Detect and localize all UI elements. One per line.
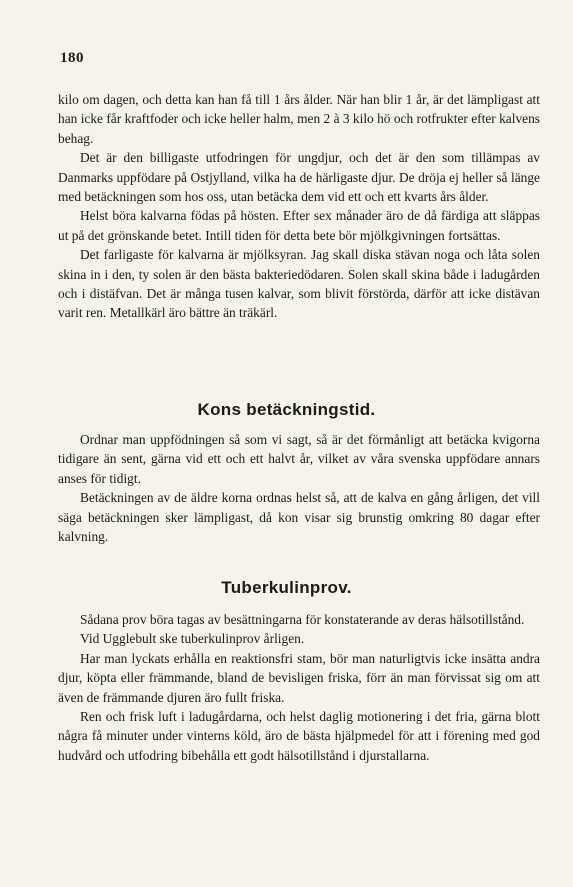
paragraph: Ren och frisk luft i ladugårdarna, och helst daglig motionering i det fria, gärna blott några få minuter under vinterns köld, äro de bästa hjälpmedel för att i förening med god hudvård och utfodring bibehålla ett godt hälsotillstånd i djurstallarna. bbox=[58, 709, 540, 763]
section-heading-tuberculin-test: Tuberkulinprov. bbox=[221, 578, 352, 597]
section-tuberculin-test bbox=[58, 610, 540, 765]
paragraph: Betäckningen av de äldre korna ordnas helst så, att de kalva en gång årligen, det vill säga betäckningen sker lämpligast, då kon visar sig brunstig omkring 80 dagar efter kalvning. bbox=[58, 490, 540, 545]
section-feeding bbox=[58, 90, 540, 323]
paragraph: Det farligaste för kalvarna är mjölksyran. Jag skall diska stävan noga och låta solen skina in i den, ty solen är den bästa bakteriedödaren. Solen skall skina både i ladugården och i distäfvan. Det är många tusen kalvar, som blivit förstörda, därför att icke distävan varit ren. Metallkärl äro bättre än träkärl. bbox=[58, 247, 540, 321]
section-breeding-time bbox=[58, 430, 540, 546]
paragraph: Vid Ugglebult ske tuberkulinprov årligen. bbox=[80, 631, 305, 647]
section-heading-breeding-time: Kons betäckningstid. bbox=[197, 400, 376, 419]
paragraph: kilo om dagen, och detta kan han få till 1 års ålder. När han blir 1 år, är det lämpligast att han icke får kraftfoder och icke heller halm, men 2 à 3 kilo hö och rotfrukter efter kalvens behag. bbox=[58, 92, 540, 146]
paragraph: Ordnar man uppfödningen så som vi sagt, så är det förmånligt att betäcka kvigorna tidigare än sent, gärna vid ett och ett halvt år, vilket av våra svenska uppfödare annars anses för tidigt. bbox=[58, 432, 540, 486]
paragraph: Det är den billigaste utfodringen för ungdjur, och det är den som tillämpas av Danmarks uppfödare på Ostjylland, vilka ha de härligaste djur. De dröja ej heller så länge med betäckningen som hos oss, utan betäcka dem vid ett och ett kvarts års ålder. bbox=[58, 150, 540, 205]
paragraph: Sådana prov böra tagas av besättningarna för konstaterande av deras hälsotillstånd. bbox=[80, 612, 525, 627]
paragraph: Har man lyckats erhålla en reaktionsfri stam, bör man naturligtvis icke insätta andra djur, köpta eller främmande, bland de bevisligen friska, förr än man förvissat sig om att även de främmande djuren äro fullt friska. bbox=[58, 650, 540, 705]
paragraph: Helst böra kalvarna födas på hösten. Efter sex månader äro de då färdiga att släppas ut på det grönskande betet. Intill tiden för detta bete bör mjölkgivningen fortsättas. bbox=[58, 208, 540, 243]
page-number: 180 bbox=[60, 50, 84, 66]
